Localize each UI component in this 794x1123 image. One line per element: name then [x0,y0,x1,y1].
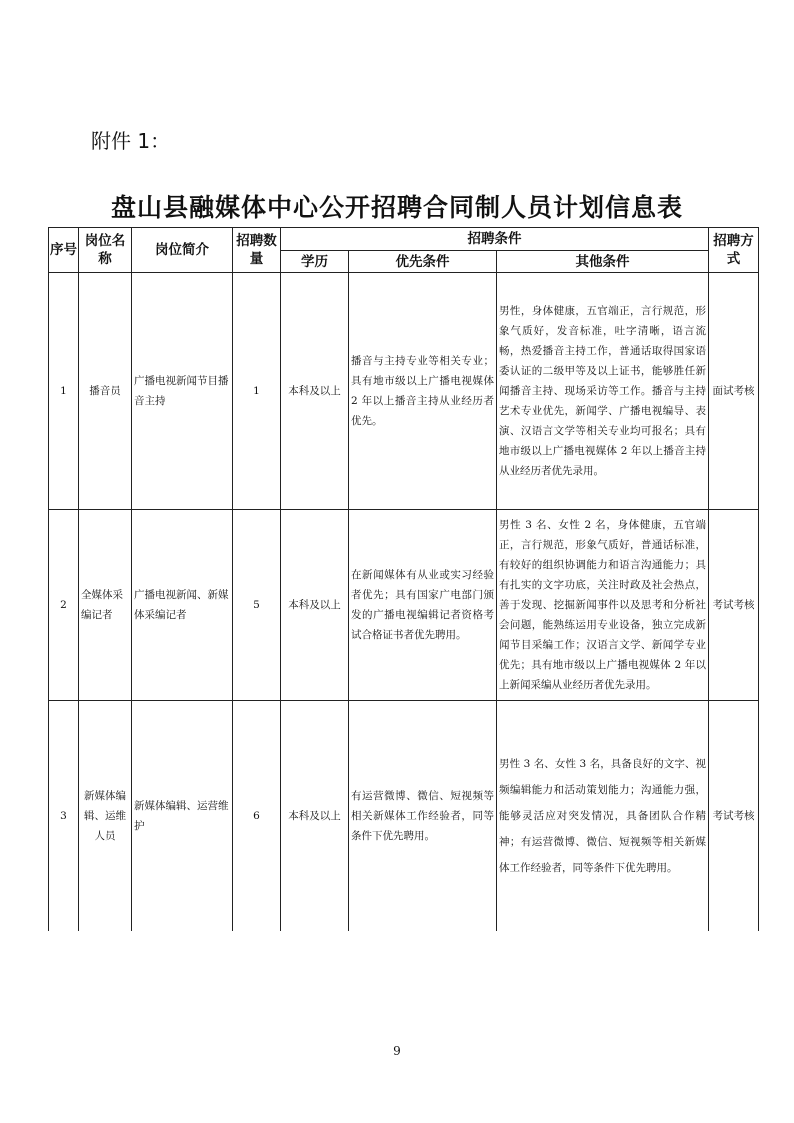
header-intro: 岗位简介 [132,228,233,273]
header-education: 学历 [281,251,349,273]
header-row-top [49,228,759,251]
cell-method: 面试考核 [709,273,759,510]
cell-priority: 播音与主持专业等相关专业；具有地市级以上广播电视媒体 2 年以上播音主持从业经历者优先。 [349,273,497,510]
cell-other: 男性 3 名、女性 2 名，身体健康，五官端正，言行规范，形象气质好，普通话标准，有较好的组织协调能力和语言沟通能力；具有扎实的文字功底，关注时政及社会热点，善于发现、挖掘新闻事件以及思考和分析社会问题，能熟练运用专业设备，独立完成新闻节目采编工作；汉语言文学、新闻学专业优先；具有地市级以上广播电视媒体 2 年以上新闻采编从业经历者优先录用。 [497,510,709,701]
cell-intro: 广播电视新闻节目播音主持 [132,273,233,510]
cell-other: 男性 3 名、女性 3 名，具备良好的文字、视频编辑能力和活动策划能力；沟通能力强，能够灵活应对突发情况，具备团队合作精神；有运营微博、微信、短视频等相关新媒体工作经验者，同等条件下优先聘用。 [497,701,709,932]
cell-count: 6 [233,701,281,932]
cell-position: 播音员 [79,273,132,510]
cell-seq: 1 [49,273,79,510]
table-row [49,510,759,701]
table-row [49,701,759,932]
cell-seq: 3 [49,701,79,932]
table-row [49,273,759,510]
header-conditions: 招聘条件 [281,228,709,251]
page-number: 9 [393,1044,401,1058]
cell-position: 全媒体采编记者 [79,510,132,701]
header-position: 岗位名称 [79,228,132,273]
cell-position: 新媒体编辑、运维人员 [79,701,132,932]
cell-education: 本科及以上 [281,510,349,701]
cell-intro: 广播电视新闻、新媒体采编记者 [132,510,233,701]
cell-intro: 新媒体编辑、运营维护 [132,701,233,932]
cell-education: 本科及以上 [281,273,349,510]
cell-priority: 在新闻媒体有从业或实习经验者优先；具有国家广电部门颁发的广播电视编辑记者资格考试合格证书者优先聘用。 [349,510,497,701]
cell-seq: 2 [49,510,79,701]
cell-education: 本科及以上 [281,701,349,932]
document-title: 盘山县融媒体中心公开招聘合同制人员计划信息表 [110,193,683,222]
cell-method: 考试考核 [709,510,759,701]
cell-count: 1 [233,273,281,510]
cell-count: 5 [233,510,281,701]
header-method: 招聘方式 [709,228,759,273]
cell-priority: 有运营微博、微信、短视频等相关新媒体工作经验者，同等条件下优先聘用。 [349,701,497,932]
attachment-label: 附件 1： [91,129,171,153]
header-count: 招聘数量 [233,228,281,273]
header-seq: 序号 [49,228,79,273]
recruitment-plan-table [48,227,759,931]
cell-method: 考试考核 [709,701,759,932]
header-priority: 优先条件 [349,251,497,273]
cell-other: 男性，身体健康，五官端正，言行规范，形象气质好，发音标准，吐字清晰，语言流畅，热爱播音主持工作，普通话取得国家语委认证的二级甲等及以上证书，能够胜任新闻播音主持、现场采访等工作。播音与主持艺术专业优先，新闻学、广播电视编导、表演、汉语言文学等相关专业均可报名；具有地市级以上广播电视媒体 2 年以上播音主持从业经历者优先录用。 [497,273,709,510]
header-other: 其他条件 [497,251,709,273]
